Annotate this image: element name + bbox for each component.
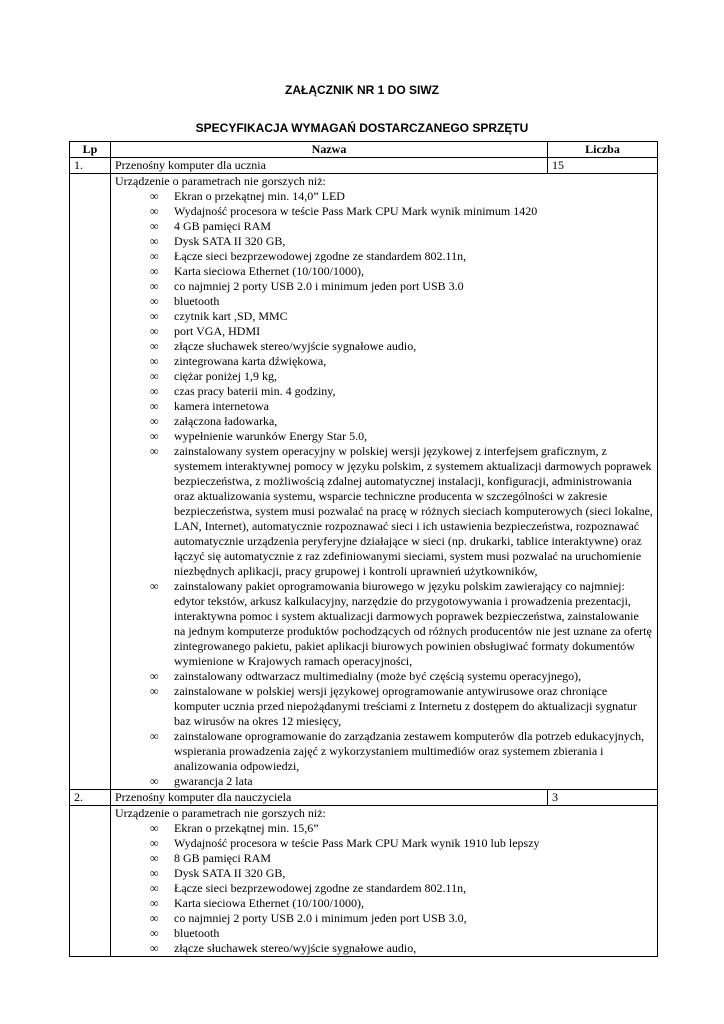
- feature-text: bluetooth: [174, 294, 220, 308]
- list-item: [115, 324, 653, 339]
- list-item: [115, 309, 653, 324]
- item-number: 2.: [70, 790, 111, 806]
- spec-row: [70, 806, 658, 957]
- item-name: Przenośny komputer dla ucznia: [111, 158, 548, 174]
- infinity-bullet-icon: ∞: [150, 324, 159, 338]
- feature-text: Ekran o przekątnej min. 14,0” LED: [174, 189, 345, 203]
- feature-text: czytnik kart ,SD, MMC: [174, 309, 288, 323]
- infinity-bullet-icon: ∞: [150, 294, 159, 308]
- infinity-bullet-icon: ∞: [150, 219, 159, 233]
- infinity-bullet-icon: ∞: [150, 896, 159, 910]
- infinity-bullet-icon: ∞: [150, 309, 159, 323]
- feature-text: gwarancja 2 lata: [174, 774, 253, 788]
- list-item: [115, 339, 653, 354]
- feature-text: złącze słuchawek stereo/wyjście sygnałowe audio,: [174, 941, 417, 955]
- feature-text: czas pracy baterii min. 4 godziny,: [174, 384, 336, 398]
- feature-text: kamera internetowa: [174, 399, 269, 413]
- feature-text: Karta sieciowa Ethernet (10/100/1000),: [174, 896, 364, 910]
- list-item: [115, 941, 653, 956]
- list-item: [115, 189, 653, 204]
- list-item: [115, 881, 653, 896]
- infinity-bullet-icon: ∞: [150, 669, 159, 683]
- feature-text: Dysk SATA II 320 GB,: [174, 234, 286, 248]
- header-lp: Lp: [70, 142, 111, 158]
- item-count: 3: [548, 790, 658, 806]
- infinity-bullet-icon: ∞: [150, 729, 159, 743]
- table-row: [70, 158, 658, 174]
- spec-cell: [111, 174, 658, 790]
- feature-text: Wydajność procesora w teście Pass Mark CPU Mark wynik 1910 lub lepszy: [174, 836, 540, 850]
- list-item: [115, 774, 653, 789]
- list-item: [115, 219, 653, 234]
- spec-table: [69, 141, 658, 957]
- feature-text: Karta sieciowa Ethernet (10/100/1000),: [174, 264, 364, 278]
- list-item: [115, 821, 653, 836]
- list-item: [115, 836, 653, 851]
- infinity-bullet-icon: ∞: [150, 836, 159, 850]
- feature-text: załączona ładowarka,: [174, 414, 278, 428]
- infinity-bullet-icon: ∞: [150, 579, 159, 593]
- list-item: [115, 429, 653, 444]
- feature-text: Dysk SATA II 320 GB,: [174, 866, 286, 880]
- infinity-bullet-icon: ∞: [150, 354, 159, 368]
- item-count: 15: [548, 158, 658, 174]
- feature-text: zainstalowany odtwarzacz multimedialny (może być częścią systemu operacyjnego),: [174, 669, 582, 683]
- spec-intro: Urządzenie o parametrach nie gorszych niż:: [115, 174, 326, 188]
- infinity-bullet-icon: ∞: [150, 189, 159, 203]
- infinity-bullet-icon: ∞: [150, 384, 159, 398]
- list-item: [115, 911, 653, 926]
- infinity-bullet-icon: ∞: [150, 204, 159, 218]
- feature-text: zainstalowane w polskiej wersji językowej oprogramowanie antywirusowe oraz chroniące komputer ucznia przed niepożądanymi treściami z Internetu z dostępem do aktualizacji sygnatur baz wirusów na okres 12 miesięcy,: [174, 684, 637, 728]
- infinity-bullet-icon: ∞: [150, 279, 159, 293]
- infinity-bullet-icon: ∞: [150, 339, 159, 353]
- blank-cell: [70, 174, 111, 790]
- infinity-bullet-icon: ∞: [150, 444, 159, 458]
- feature-text: Wydajność procesora w teście Pass Mark CPU Mark wynik minimum 1420: [174, 204, 538, 218]
- infinity-bullet-icon: ∞: [150, 941, 159, 955]
- blank-cell: [70, 806, 111, 957]
- infinity-bullet-icon: ∞: [150, 399, 159, 413]
- infinity-bullet-icon: ∞: [150, 684, 159, 698]
- list-item: [115, 384, 653, 399]
- list-item: [115, 204, 653, 219]
- feature-list: [115, 189, 653, 789]
- list-item: [115, 414, 653, 429]
- feature-text: Ekran o przekątnej min. 15,6”: [174, 821, 319, 835]
- infinity-bullet-icon: ∞: [150, 911, 159, 925]
- feature-text: 4 GB pamięci RAM: [174, 219, 271, 233]
- infinity-bullet-icon: ∞: [150, 866, 159, 880]
- feature-text: ciężar poniżej 1,9 kg,: [174, 369, 277, 383]
- infinity-bullet-icon: ∞: [150, 414, 159, 428]
- feature-text: bluetooth: [174, 926, 220, 940]
- infinity-bullet-icon: ∞: [150, 851, 159, 865]
- list-item: [115, 399, 653, 414]
- item-number: 1.: [70, 158, 111, 174]
- attachment-title: ZAŁĄCZNIK NR 1 DO SIWZ: [285, 83, 439, 97]
- list-item: [115, 729, 653, 774]
- feature-text: zainstalowany system operacyjny w polskiej wersji językowej z interfejsem graficznym, z systemem interaktywnej pomocy w języku polskim, z systemem aktualizacji darmowych poprawek bezpieczeństwa, z możliwością zdalnej automatycznej instalacji, konfiguracji, administrowania oraz aktualizowania systemu, wsparcie techniczne producenta w szczególności w zakresie bezpieczeństwa, system musi pozwalać na pracę w różnych sieciach komputerowych (sieci lokalne, LAN, Internet), automatycznie rozpoznawać sieci i ich ustawienia bezpieczeństwa, rozpoznawać automatycznie urządzenia peryferyjne działające w sieci (np. drukarki, tablice interaktywne) oraz łączyć się automatycznie z raz zdefiniowanymi sieciami, system musi pozwalać na uruchomienie niezbędnych aplikacji, pracy grupowej i kontroli uprawnień użytkowników,: [174, 444, 653, 578]
- feature-text: zainstalowane oprogramowanie do zarządzania zestawem komputerów dla potrzeb edukacyjnych, wspierania prowadzenia zajęć z wykorzystaniem multimediów oraz systemem zbierania i analizowania odpowiedzi,: [174, 729, 645, 773]
- feature-list: [115, 821, 653, 956]
- list-item: [115, 264, 653, 279]
- feature-text: port VGA, HDMI: [174, 324, 261, 338]
- feature-text: co najmniej 2 porty USB 2.0 i minimum jeden port USB 3.0,: [174, 911, 467, 925]
- feature-text: zainstalowany pakiet oprogramowania biurowego w języku polskim zawierający co najmniej: edytor tekstów, arkusz kalkulacyjny, narzędzie do przygotowywania i prowadzenia prezentacji, interaktywna pomoc i system aktualizacji darmowych poprawek bezpieczeństwa, zainstalowanie na jednym komputerze produktów pochodzących od różnych producentów nie jest uznane za ofertę zintegrowanego pakietu, pakiet aplikacji biurowych powinien obsługiwać formaty dokumentów wymienione w Krajowych ramach operacyjności,: [174, 579, 652, 668]
- list-item: [115, 579, 653, 669]
- infinity-bullet-icon: ∞: [150, 234, 159, 248]
- infinity-bullet-icon: ∞: [150, 821, 159, 835]
- infinity-bullet-icon: ∞: [150, 881, 159, 895]
- infinity-bullet-icon: ∞: [150, 264, 159, 278]
- list-item: [115, 444, 653, 579]
- header-count: Liczba: [548, 142, 658, 158]
- feature-text: złącze słuchawek stereo/wyjście sygnałowe audio,: [174, 339, 417, 353]
- list-item: [115, 234, 653, 249]
- list-item: [115, 669, 653, 684]
- table-row: [70, 790, 658, 806]
- list-item: [115, 294, 653, 309]
- item-name: Przenośny komputer dla nauczyciela: [111, 790, 548, 806]
- list-item: [115, 684, 653, 729]
- feature-text: Łącze sieci bezprzewodowej zgodne ze standardem 802.11n,: [174, 881, 467, 895]
- infinity-bullet-icon: ∞: [150, 774, 159, 788]
- list-item: [115, 896, 653, 911]
- spec-table-body: [70, 158, 658, 957]
- list-item: [115, 369, 653, 384]
- infinity-bullet-icon: ∞: [150, 926, 159, 940]
- list-item: [115, 249, 653, 264]
- table-header-row: [70, 142, 658, 158]
- infinity-bullet-icon: ∞: [150, 369, 159, 383]
- feature-text: 8 GB pamięci RAM: [174, 851, 271, 865]
- spec-row: [70, 174, 658, 790]
- infinity-bullet-icon: ∞: [150, 249, 159, 263]
- spec-cell: [111, 806, 658, 957]
- list-item: [115, 851, 653, 866]
- feature-text: wypełnienie warunków Energy Star 5.0,: [174, 429, 368, 443]
- list-item: [115, 866, 653, 881]
- feature-text: Łącze sieci bezprzewodowej zgodne ze standardem 802.11n,: [174, 249, 467, 263]
- feature-text: zintegrowana karta dźwiękowa,: [174, 354, 327, 368]
- list-item: [115, 354, 653, 369]
- feature-text: co najmniej 2 porty USB 2.0 i minimum jeden port USB 3.0: [174, 279, 464, 293]
- list-item: [115, 926, 653, 941]
- spec-intro: Urządzenie o parametrach nie gorszych niż:: [115, 806, 326, 820]
- infinity-bullet-icon: ∞: [150, 429, 159, 443]
- header-name: Nazwa: [111, 142, 548, 158]
- list-item: [115, 279, 653, 294]
- spec-title: SPECYFIKACJA WYMAGAŃ DOSTARCZANEGO SPRZĘTU: [195, 121, 529, 135]
